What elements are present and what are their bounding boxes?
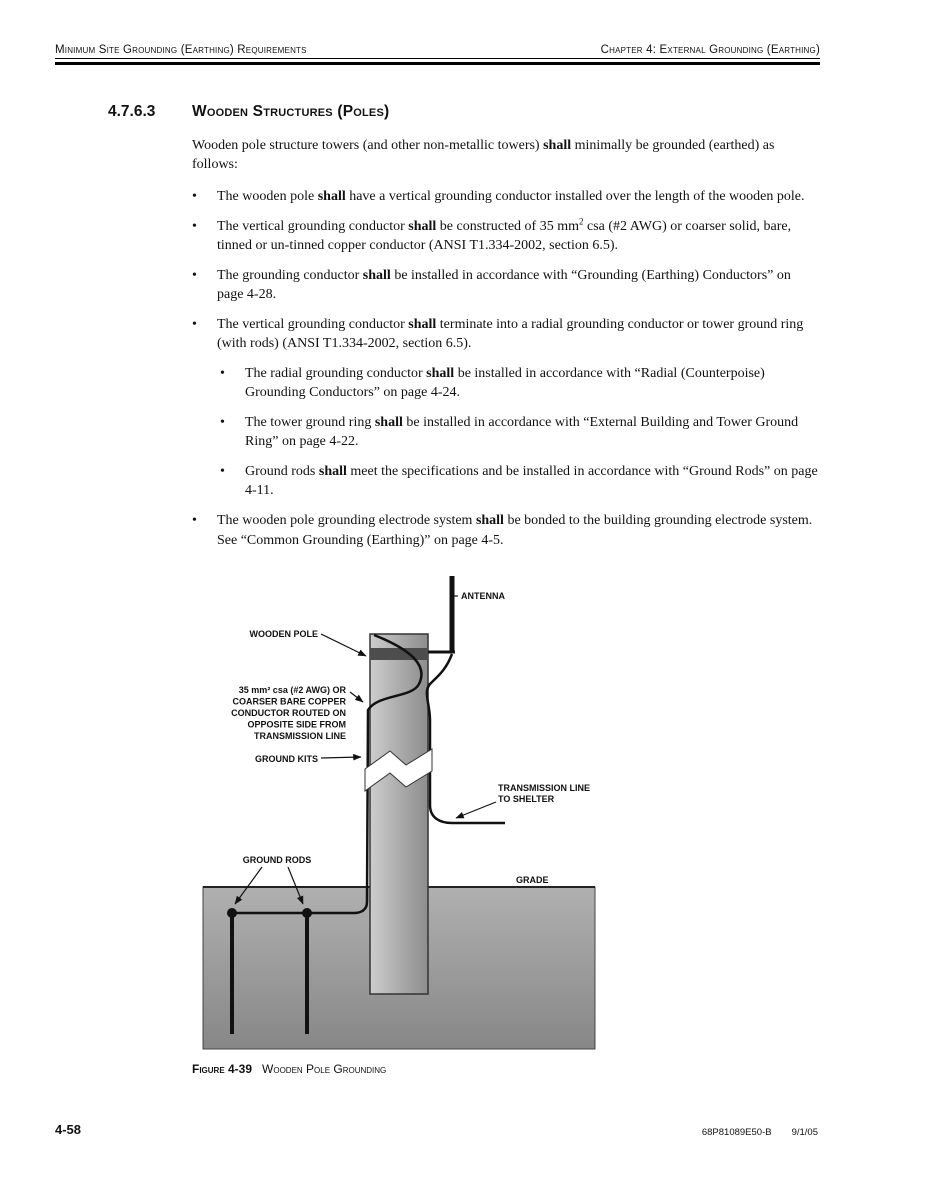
label-ground-kits: GROUND KITS xyxy=(255,754,318,764)
intro-paragraph: Wooden pole structure towers (and other non-metallic towers) shall minimally be grounded (earthed) as follows: xyxy=(192,138,775,173)
section-number: 4.7.6.3 xyxy=(108,103,156,120)
label-wooden-pole: WOODEN POLE xyxy=(249,629,318,639)
label-ground-rods: GROUND RODS xyxy=(242,855,312,865)
bullet-text: The radial grounding conductor shall be installed in accordance with “Radial (Counterpoise) Grounding Conductors” on page 4-24. xyxy=(245,366,765,401)
label-grade: GRADE xyxy=(516,875,549,885)
bullet-marker: • xyxy=(192,513,197,529)
label-conductor-line4: OPPOSITE SIDE FROM xyxy=(247,719,346,730)
figure-caption xyxy=(192,1062,386,1076)
transmission-line-path xyxy=(427,654,505,823)
content-area xyxy=(108,103,820,561)
sub-bullet-item-2 xyxy=(220,413,820,451)
header-rule xyxy=(55,62,820,65)
footer-date: 9/1/05 xyxy=(791,1127,818,1138)
header-left-title: Minimum Site Grounding (Earthing) Requirements xyxy=(55,44,307,56)
bullet-text: Ground rods shall meet the specifications and be installed in accordance with “Ground Rods” on page 4-11. xyxy=(245,464,818,499)
sub-bullet-item-3 xyxy=(220,462,820,500)
footer-page-number: 4-58 xyxy=(55,1122,82,1137)
bullet-marker: • xyxy=(192,317,197,333)
ground-rod-left-bond xyxy=(227,908,237,918)
bullet-item-1 xyxy=(192,187,820,206)
ground-rod-right-bond xyxy=(302,908,312,918)
bullet-text: The vertical grounding conductor shall be constructed of 35 $mm^2$ csa (#2 AWG) or coarser solid, bare, tinned or un-tinned copper conductor (ANSI T1.334-2002, section 6.5). xyxy=(217,216,792,254)
footer-right xyxy=(702,1127,818,1138)
conductor-label-arrow xyxy=(350,692,363,702)
sub-bullet-item-1 xyxy=(220,364,820,402)
body-text xyxy=(192,136,820,550)
bullet-text: The wooden pole grounding electrode system shall be bonded to the building grounding electrode system. See “Common Grounding (Earthing)” on page 4-5. xyxy=(217,513,813,548)
section-title: Wooden Structures (Poles) xyxy=(192,103,390,120)
label-conductor-line2: COARSER BARE COPPER xyxy=(232,696,346,707)
label-conductor-line5: TRANSMISSION LINE xyxy=(253,731,346,741)
caption-text: Wooden Pole Grounding xyxy=(262,1062,387,1076)
bullet-text: The grounding conductor shall be installed in accordance with “Grounding (Earthing) Conductors” on page 4-28. xyxy=(217,268,791,303)
bullet-marker: • xyxy=(192,219,197,235)
bullet-text: The vertical grounding conductor shall terminate into a radial grounding conductor or tower ground ring (with rods) (ANSI T1.334-2002, section 6.5). xyxy=(217,317,804,352)
bullet-item-4 xyxy=(192,315,820,353)
bullet-item-5 xyxy=(192,511,820,549)
bullet-marker: • xyxy=(192,189,197,205)
ground-kits-arrow xyxy=(321,757,361,758)
wooden-pole-grounding-diagram xyxy=(200,572,600,1052)
bullet-marker: • xyxy=(220,366,225,382)
bullet-marker: • xyxy=(220,464,225,480)
header-right-title: Chapter 4: External Grounding (Earthing) xyxy=(600,44,820,56)
footer-doc-number: 68P81089E50-B xyxy=(701,1127,772,1138)
wooden-pole-arrow xyxy=(321,634,366,656)
transmission-label-arrow xyxy=(456,802,496,818)
caption-label: Figure 4-39 xyxy=(192,1062,253,1076)
bullet-marker: • xyxy=(220,415,225,431)
section-heading xyxy=(108,103,820,121)
bullet-text: The wooden pole shall have a vertical grounding conductor installed over the length of the wooden pole. xyxy=(217,189,805,205)
label-transmission-line2: TO SHELTER xyxy=(498,794,555,804)
bullet-item-3 xyxy=(192,266,820,304)
label-conductor-line1: 35 mm² csa (#2 AWG) OR xyxy=(238,685,346,695)
page-header xyxy=(55,44,820,65)
label-conductor-line3: CONDUCTOR ROUTED ON xyxy=(231,708,346,718)
label-transmission-line1: TRANSMISSION LINE xyxy=(498,783,591,793)
bullet-list xyxy=(192,187,820,549)
bullet-marker: • xyxy=(192,268,197,284)
label-antenna: ANTENNA xyxy=(461,591,505,601)
figure-4-39 xyxy=(200,572,600,1052)
pole-top-band xyxy=(370,648,428,660)
bullet-text: The tower ground ring shall be installed in accordance with “External Building and Tower Ground Ring” on page 4-22. xyxy=(245,415,799,450)
wooden-pole-shape xyxy=(370,634,428,994)
bullet-item-2 xyxy=(192,217,820,255)
